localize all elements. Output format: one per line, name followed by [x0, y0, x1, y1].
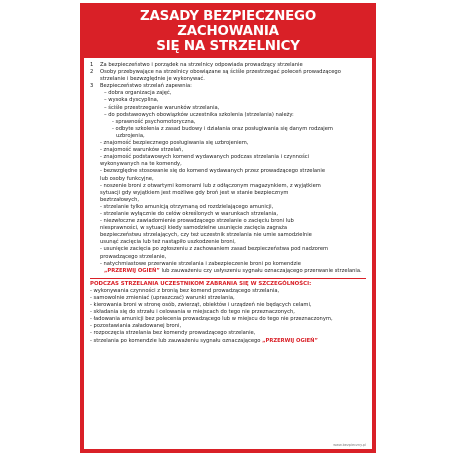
stop-command-2: „PRZERWIJ OGIEŃ”: [262, 337, 318, 344]
list-item: - noszenie broni z otwartymi komorami lub z odłączonym magazynkiem, z wyjątkiem: [100, 182, 321, 189]
list-item: prowadzącego strzelanie,: [100, 253, 167, 260]
header-line-2: SIĘ NA STRZELNICY: [156, 39, 300, 54]
rule-text: Za bezpieczeństwo i porządek na strzelnicy odpowiada prowadzący strzelanie: [100, 62, 303, 68]
list-item: - znajomość podstawowych komend wydawanych podczas strzelania i czynności: [100, 154, 310, 161]
list-item: sytuacji gdy wyjątkiem jest możliwe gdy broń jest w stanie bezpiecznym: [100, 189, 289, 196]
list-item: - strzelanie tylko amunicją otrzymaną od rozdzielającego amunicji,: [100, 203, 274, 210]
safety-sign: [80, 3, 376, 453]
prohibition-item: - samowolnie zmieniać (upraszczać) warunki strzelania,: [90, 295, 235, 301]
prohibition-item: - kierowania broni w stronę osób, zwierząt, obiektów i urządzeń nie będących celami,: [90, 302, 312, 309]
list-item: - natychmiastowe przerwanie strzelania i zabezpieczenie broni po komendzie: [100, 260, 301, 267]
rule-number: 1: [90, 62, 94, 68]
list-item: - niezwłoczne zawiadomienie prowadzącego strzelanie o zacięciu broni lub: [100, 218, 294, 225]
provision-item: – ściśle przestrzeganie warunków strzelania,: [104, 104, 220, 111]
provision-item: – wysoka dyscyplina,: [104, 97, 159, 104]
rule-text: Bezpieczeństwo strzelań zapewnia:: [100, 83, 192, 90]
list-item: - znajomość warunków strzelań,: [100, 147, 184, 154]
prohibition-item: - wykonywania czynności z bronią bez komend prowadzącego strzelania,: [90, 287, 280, 294]
rules-content: [84, 58, 372, 345]
provision-item: – dobra organizacja zajęć,: [104, 90, 172, 97]
list-item: niesprawności, w sytuacji kiedy samodzielne usunięcie zacięcia zagraża: [100, 225, 287, 232]
list-item: beztrzałowych,: [100, 196, 140, 203]
prohibition-last-prefix: - strzelania po komendzie lub zauważeniu sygnału oznaczającego: [90, 337, 261, 344]
list-item: bezpieczeństwu strzelających, czy też uczestnik strzelania nie umie samodzielnie: [100, 232, 312, 239]
product-code: www.bezpieczny.pl: [333, 443, 366, 447]
sign-header: [84, 7, 372, 58]
list-item: lub osoby funkcyjne,: [100, 175, 154, 182]
rule-item: [90, 69, 366, 83]
rule-number: 2: [90, 69, 94, 76]
stop-command-line: [90, 268, 366, 275]
prohibitions-section: [90, 278, 366, 345]
rule-text: Osoby przebywające na strzelnicy obowiązane są ściśle przestrzegać poleceń prowadzącego strzelanie i bezwzględnie je wykonywać.: [100, 69, 341, 83]
list-item: - strzelanie wyłącznie do celów określonych w warunkach strzelania,: [100, 210, 278, 217]
duty-item-continued: uzbrojenia,: [116, 132, 145, 139]
stop-command-tail: lub zauważeniu czy usłyszeniu sygnału oznaczającego przerwanie strzelania.: [161, 267, 362, 274]
stop-command: „PRZERWIJ OGIEŃ”: [104, 267, 160, 274]
list-item: - znajomość bezpiecznego posługiwania się uzbrojeniem,: [100, 140, 249, 147]
list-item: - bezwzględne stosowanie się do komend wydawanych przez prowadzącego strzelanie: [100, 168, 326, 175]
prohibition-item: - rozpoczęcia strzelania bez komendy prowadzącego strzelanie,: [90, 330, 256, 337]
duty-item: - odbyte szkolenia z zasad budowy i działania oraz posługiwania się danym rodzajem: [112, 125, 333, 132]
provision-item: – do podstawowych obowiązków uczestnika szkolenia (strzelania) należy:: [104, 111, 294, 118]
list-item: - usunięcie zacięcia po zgłoszeniu z zachowaniem zasad bezpieczeństwa pod nadzorem: [100, 246, 329, 253]
rule-number: 3: [90, 83, 94, 90]
prohibition-item: - składania się do strzału i celowania w miejscach do tego nie przeznaczonych,: [90, 309, 295, 316]
prohibition-item-last: [90, 338, 366, 345]
list-item: wykonywanych na te komendy,: [100, 161, 182, 168]
list-item: usunąć zacięcia lub też nastąpiło uszkodzenie broni,: [100, 239, 236, 246]
prohibition-item: - pozostawiania załadowanej broni,: [90, 323, 182, 330]
prohibitions-title: PODCZAS STRZELANIA UCZESTNIKOM ZABRANIA SIĘ W SZCZEGÓLNOŚCI:: [90, 280, 312, 287]
duty-item: - sprawność psychomotoryczna,: [112, 118, 196, 125]
header-line-1: ZASADY BEZPIECZNEGO ZACHOWANIA: [139, 9, 317, 39]
prohibition-item: - ładowania amunicji bez polecenia prowadzącego lub w miejscu do tego nie przeznaczonym,: [90, 316, 333, 323]
